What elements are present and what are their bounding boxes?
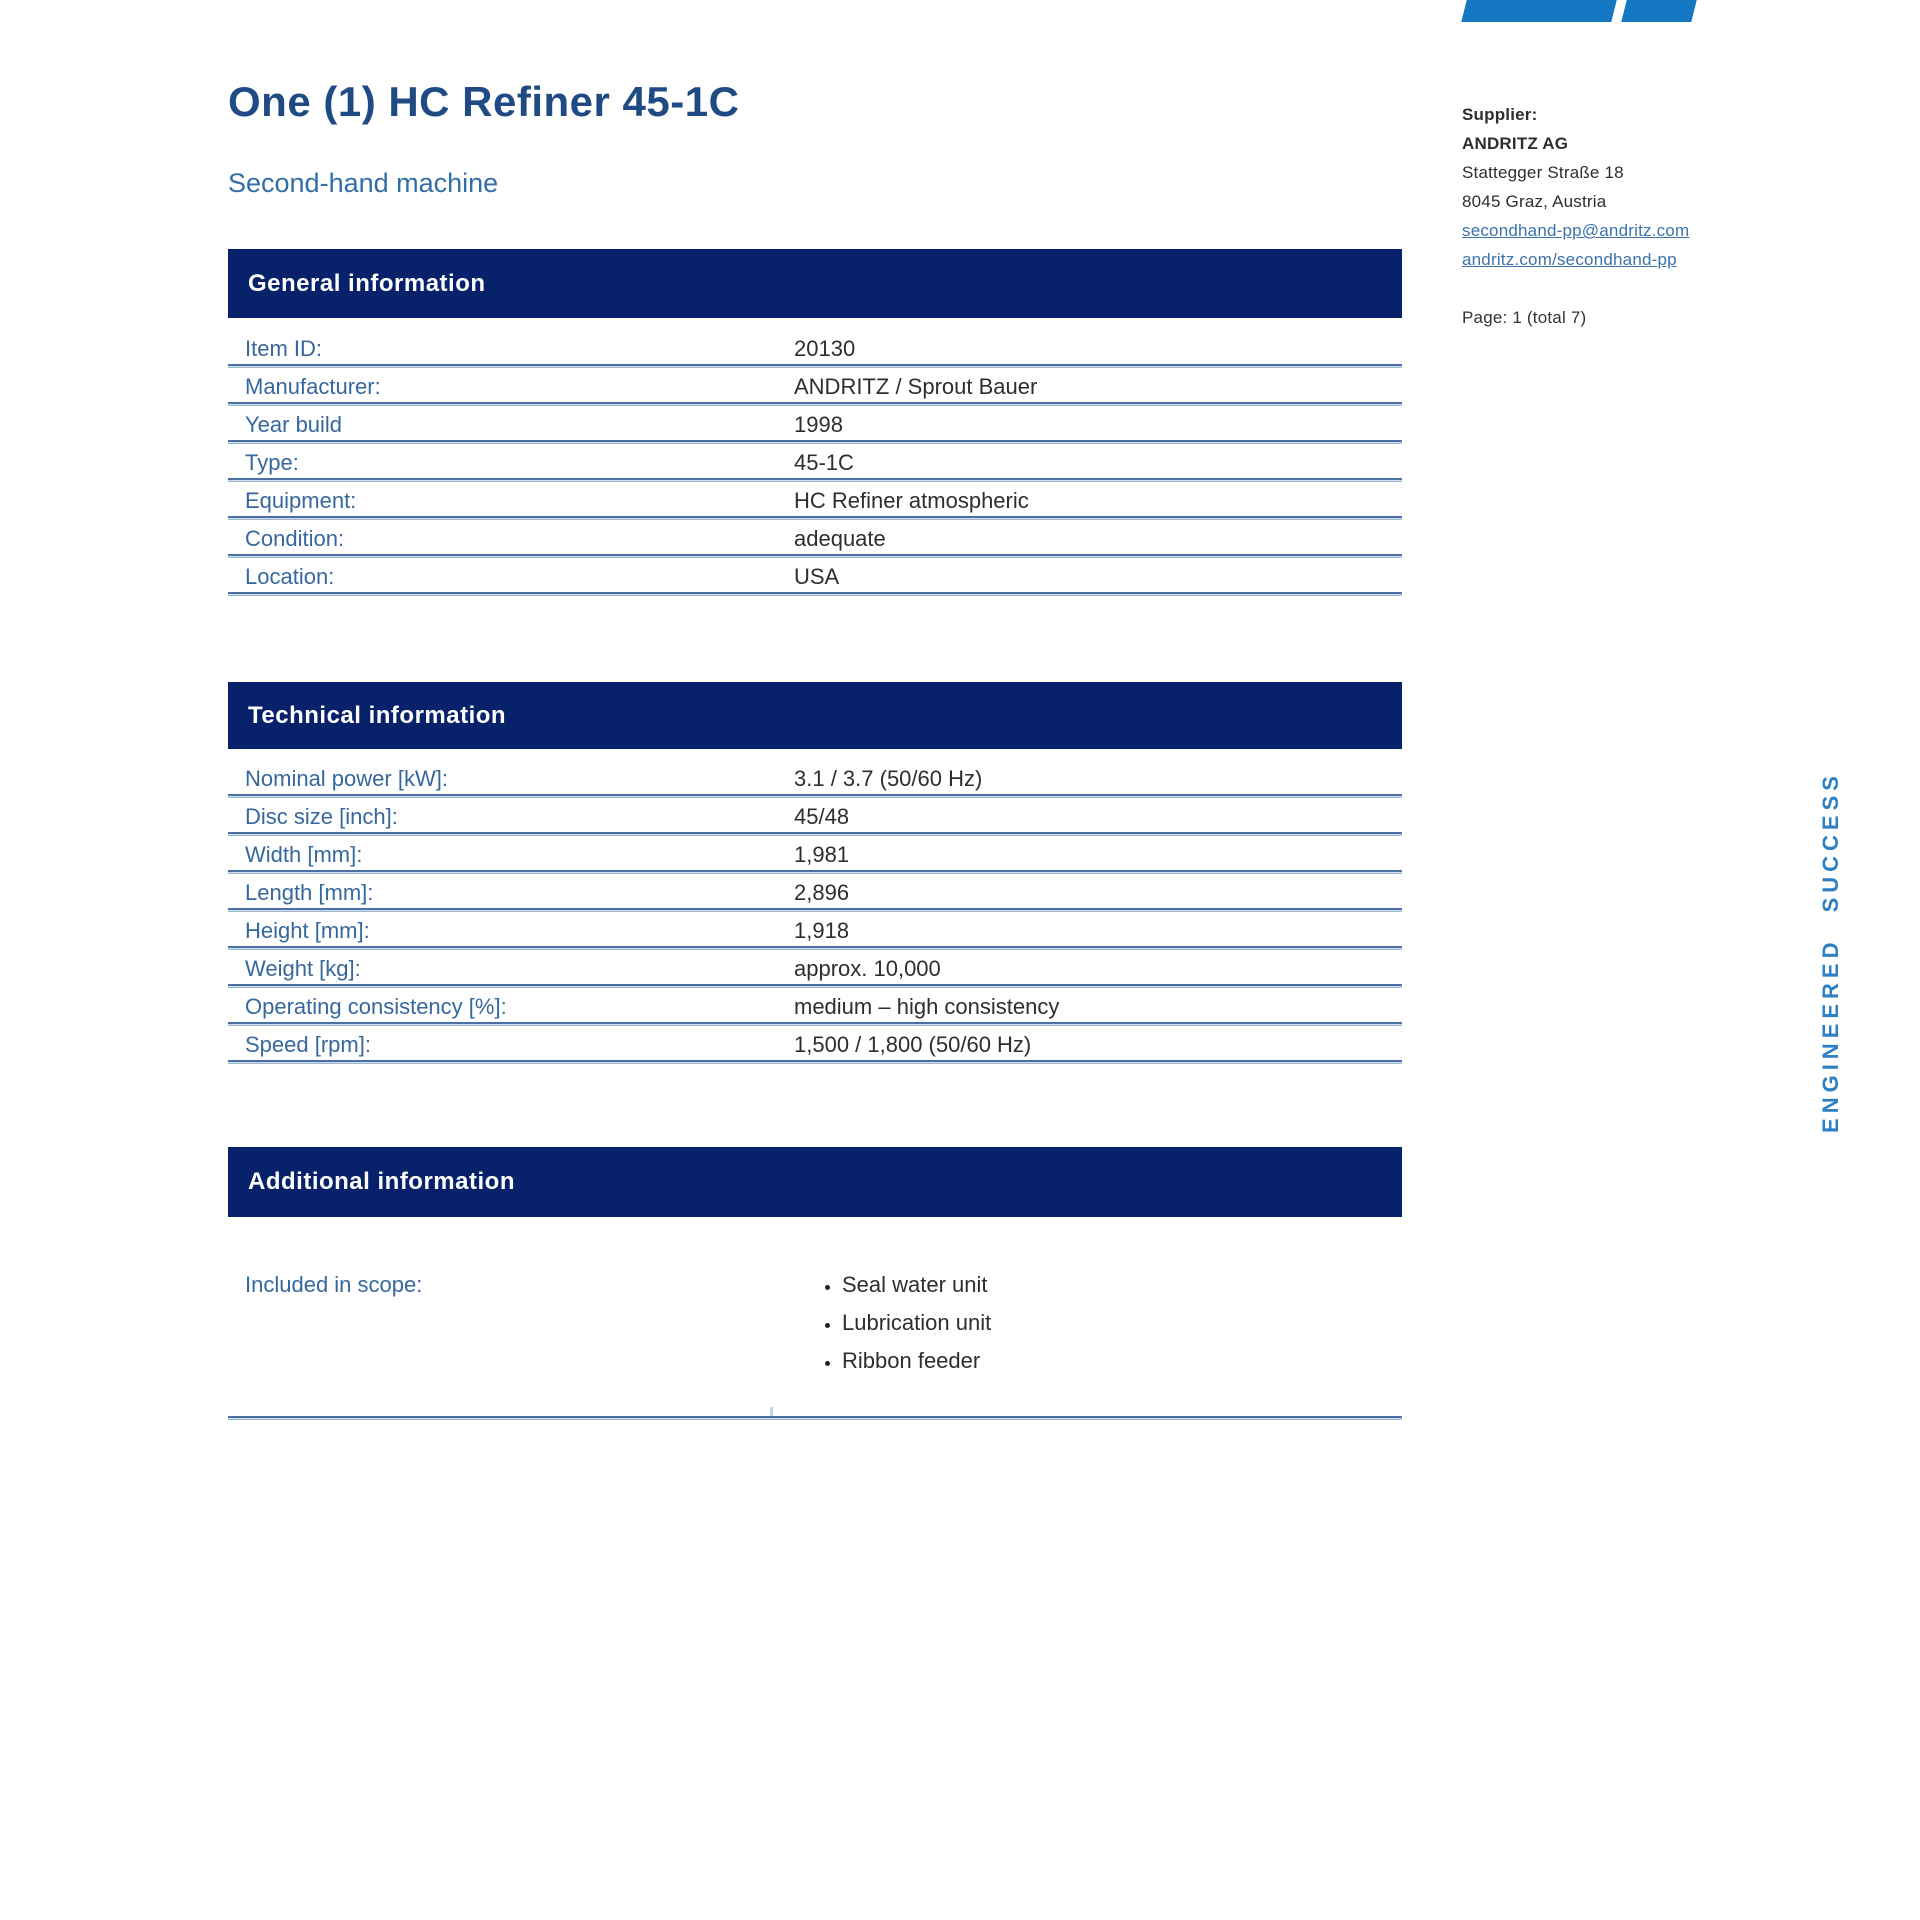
row-value: 1,981	[794, 842, 850, 867]
row-value: 2,896	[794, 880, 850, 905]
scope-list-item: • Ribbon feeder	[842, 1342, 991, 1380]
row-value: HC Refiner atmospheric	[794, 488, 1029, 513]
table-row	[228, 558, 1402, 596]
section-header-label: General information	[248, 269, 486, 297]
included-in-scope-label: Included in scope:	[245, 1272, 423, 1297]
table-row	[228, 874, 1402, 912]
row-value: 3.1 / 3.7 (50/60 Hz)	[794, 766, 983, 791]
technical-info-table	[228, 760, 1402, 1064]
row-label: Operating consistency [%]:	[245, 994, 507, 1019]
row-value: 45-1C	[794, 450, 854, 475]
row-label: Equipment:	[245, 488, 357, 513]
table-row	[228, 330, 1402, 368]
row-value: approx. 10,000	[794, 956, 941, 981]
section-header-label: Technical information	[248, 701, 507, 729]
page-subtitle: Second-hand machine	[228, 168, 499, 198]
table-row	[228, 912, 1402, 950]
table-row	[228, 406, 1402, 444]
section-header-additional	[228, 1147, 1402, 1217]
page-title: One (1) HC Refiner 45-1C	[228, 78, 740, 125]
supplier-website-link[interactable]: andritz.com/secondhand-pp	[1462, 250, 1677, 269]
table-row	[228, 482, 1402, 520]
row-label: Condition:	[245, 526, 345, 551]
row-value: 20130	[794, 336, 856, 361]
table-row	[228, 798, 1402, 836]
table-row	[228, 988, 1402, 1026]
row-label: Item ID:	[245, 336, 323, 361]
andritz-logo-icon	[1461, 0, 1616, 22]
table-row	[228, 760, 1402, 798]
row-label: Manufacturer:	[245, 374, 381, 399]
section-header-general	[228, 249, 1402, 318]
andritz-logo-icon	[1621, 0, 1696, 22]
table-row	[228, 444, 1402, 482]
supplier-block	[1462, 100, 1782, 332]
scope-list-item: • Lubrication unit	[842, 1304, 991, 1342]
row-label: Height [mm]:	[245, 918, 370, 943]
supplier-address-street: Stattegger Straße 18	[1462, 163, 1624, 182]
row-label: Speed [rpm]:	[245, 1032, 371, 1057]
section-header-label: Additional information	[248, 1168, 515, 1195]
row-label: Width [mm]:	[245, 842, 363, 867]
table-row	[228, 950, 1402, 988]
page-number: Page: 1 (total 7)	[1462, 308, 1587, 327]
scope-list	[790, 1266, 991, 1380]
row-value: 1998	[794, 412, 843, 437]
row-value: ANDRITZ / Sprout Bauer	[794, 374, 1038, 399]
supplier-heading: Supplier:	[1462, 105, 1538, 124]
row-label: Type:	[245, 450, 299, 475]
row-value: USA	[794, 564, 840, 589]
row-label: Length [mm]:	[245, 880, 374, 905]
divider-tick	[770, 1407, 773, 1416]
row-label: Year build	[245, 412, 343, 437]
row-value: 45/48	[794, 804, 850, 829]
supplier-email-link[interactable]: secondhand-pp@andritz.com	[1462, 221, 1690, 240]
row-value: medium – high consistency	[794, 994, 1060, 1019]
table-row	[228, 520, 1402, 558]
row-value: adequate	[794, 526, 886, 551]
supplier-name: ANDRITZ AG	[1462, 134, 1569, 153]
row-value: 1,500 / 1,800 (50/60 Hz)	[794, 1032, 1032, 1057]
engineered-success-tagline: ENGINEERED SUCCESS	[1818, 771, 1843, 1133]
row-value: 1,918	[794, 918, 850, 943]
table-row	[228, 368, 1402, 406]
section-header-technical	[228, 682, 1402, 749]
row-label: Weight [kg]:	[245, 956, 361, 981]
row-label: Nominal power [kW]:	[245, 766, 448, 791]
row-label: Location:	[245, 564, 335, 589]
general-info-table	[228, 330, 1402, 596]
scope-list-item: • Seal water unit	[842, 1266, 991, 1304]
row-label: Disc size [inch]:	[245, 804, 398, 829]
supplier-address-city: 8045 Graz, Austria	[1462, 192, 1607, 211]
table-row	[228, 836, 1402, 874]
table-row	[228, 1026, 1402, 1064]
section-divider	[228, 1416, 1402, 1420]
